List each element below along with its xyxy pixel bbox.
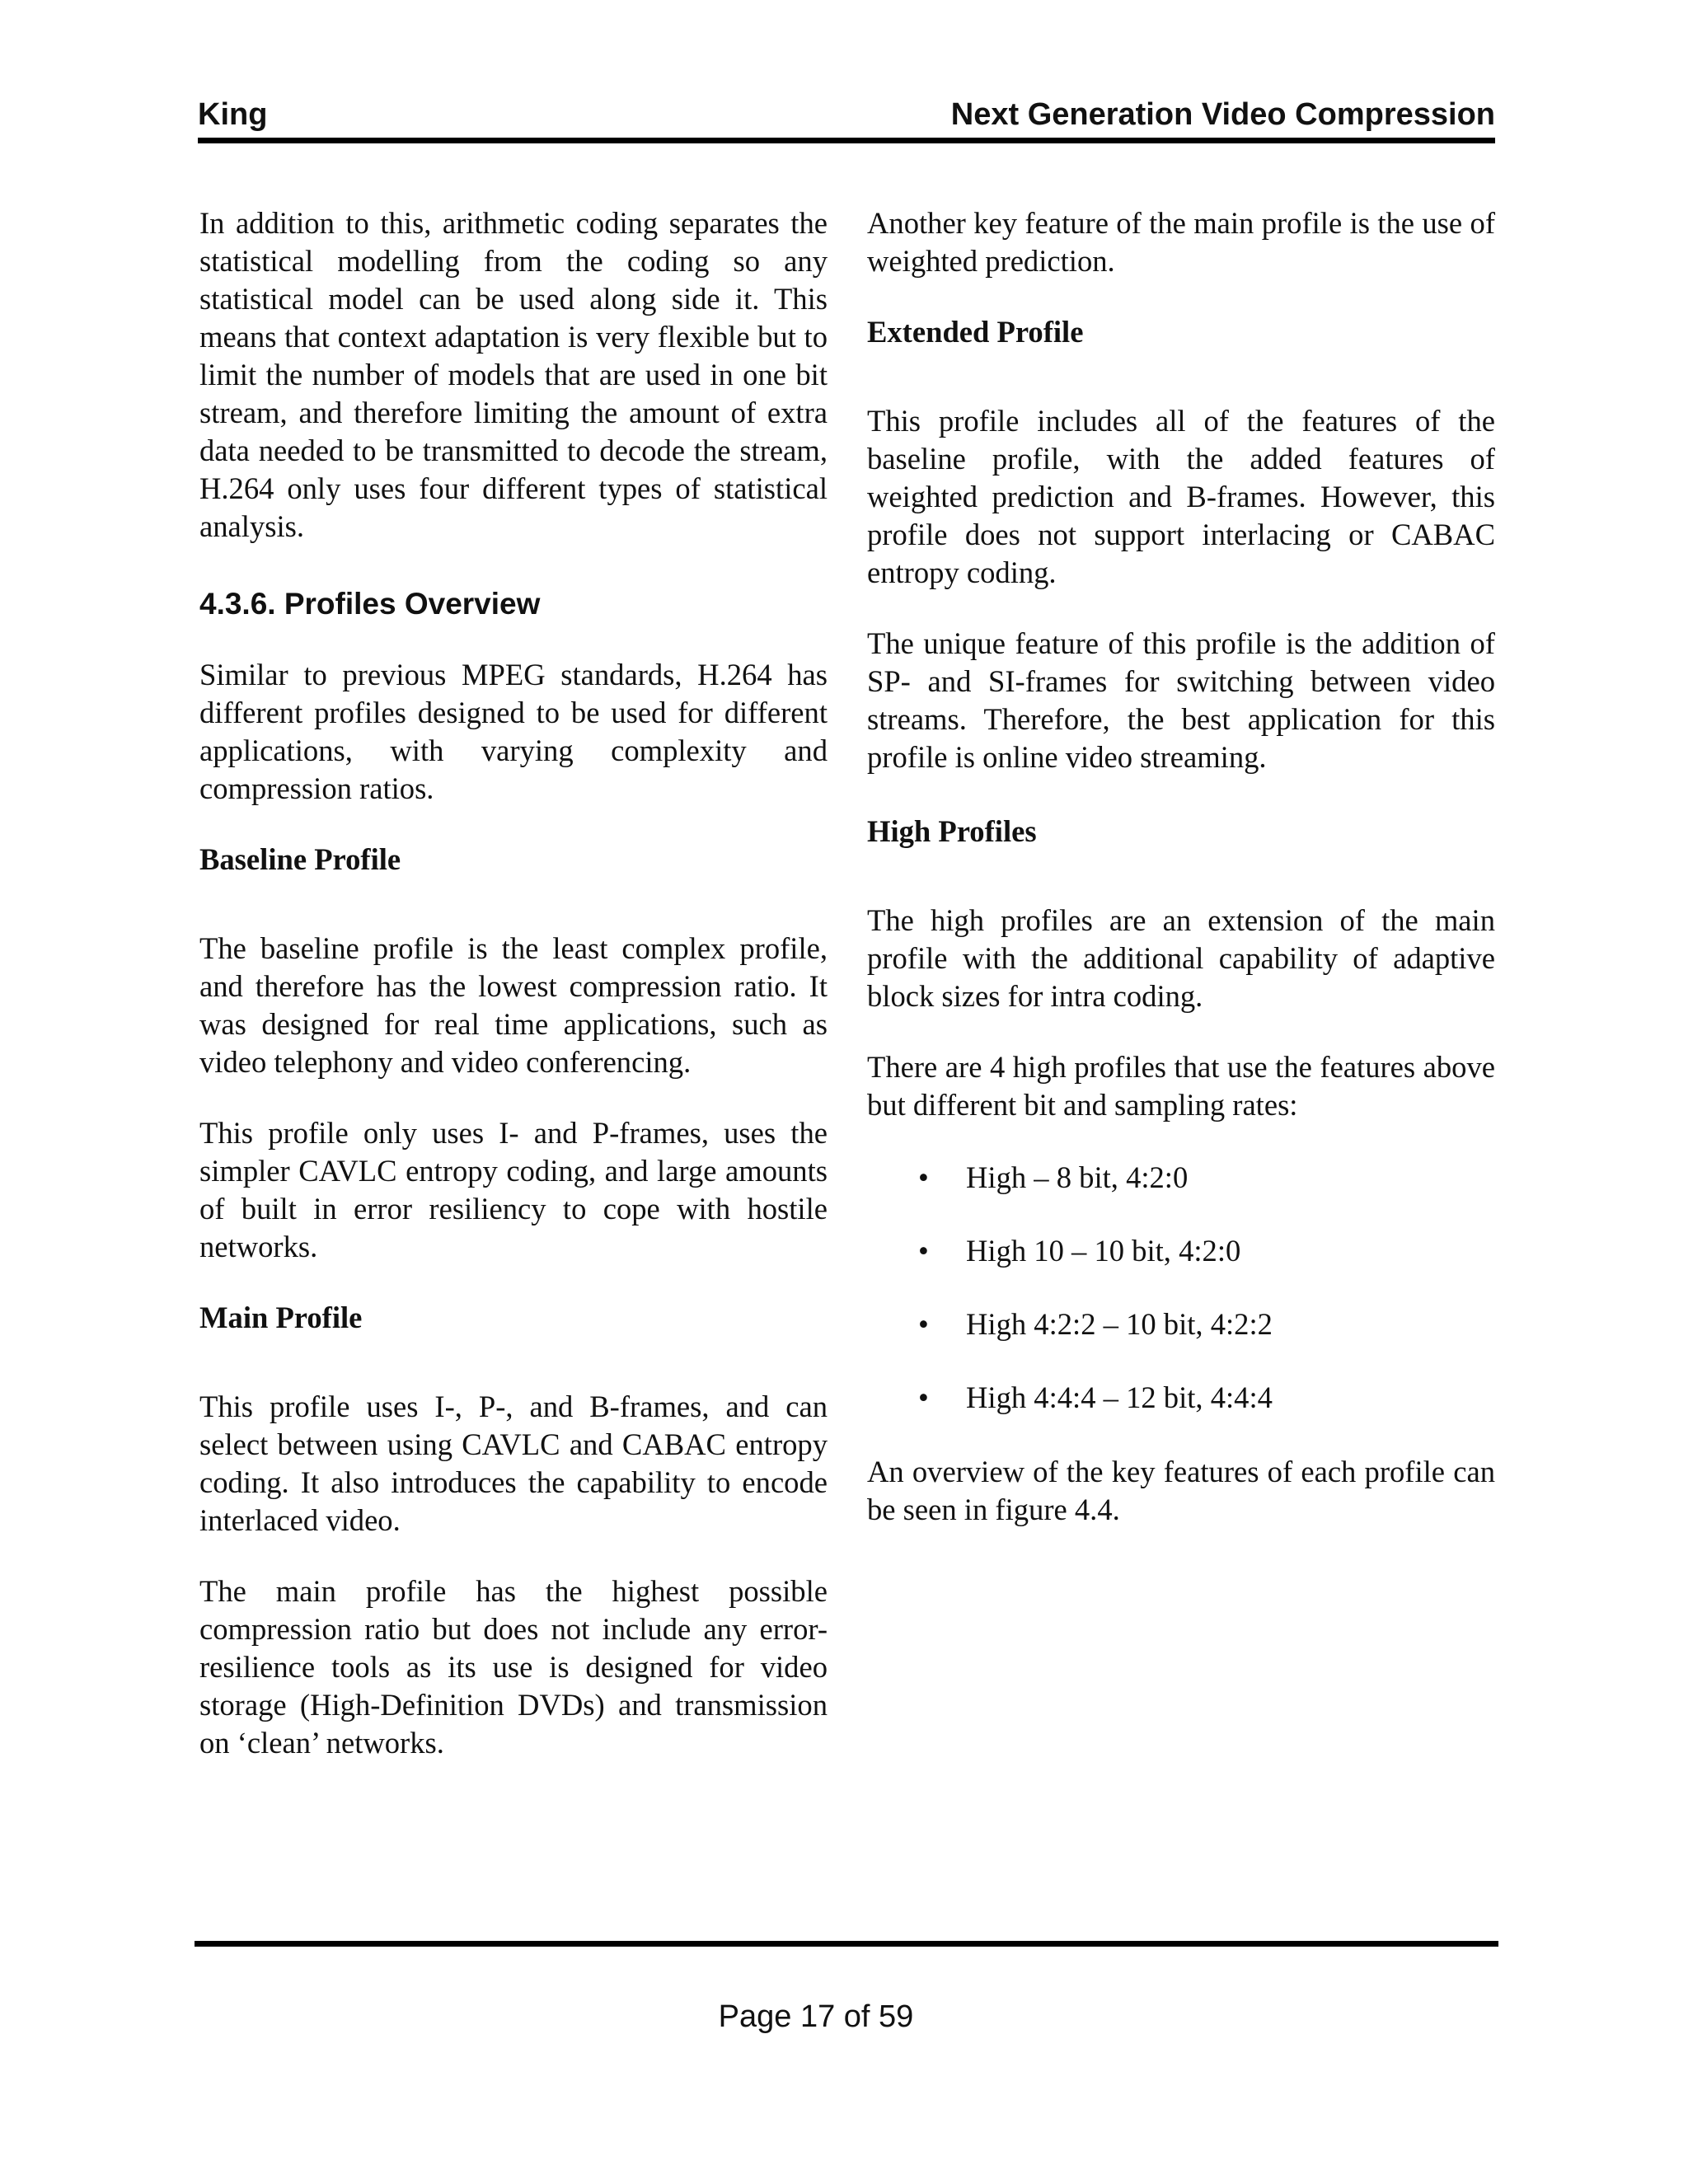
- paragraph: The baseline profile is the least complex profile, and therefore has the lowest compression ratio. It was designed for real time applications, such as video telephony and video conferencing.: [199, 931, 828, 1079]
- footer-rule: [195, 1941, 1498, 1947]
- header-author: King: [198, 97, 268, 132]
- list-item-text: High – 8 bit, 4:2:0: [966, 1160, 1189, 1194]
- high-profiles-list: [867, 1159, 1495, 1417]
- bullet-icon: •: [918, 1380, 929, 1414]
- paragraph: The high profiles are an extension of the main profile with the additional capability of adaptive block sizes for intra coding.: [867, 903, 1495, 1013]
- right-column: [867, 204, 1495, 1529]
- paragraph: In addition to this, arithmetic coding separates the statistical modelling from the coding so any statistical model can be used along side it. This means that context adaptation is very flexible but to limit the number of models that are used in one bit stream, and therefore limiting the amount of extra data needed to be transmitted to decode the stream, H.264 only uses four different types of statistical analysis.: [199, 206, 828, 543]
- bullet-icon: •: [918, 1160, 929, 1194]
- subheading-main-profile: Main Profile: [199, 1301, 363, 1334]
- list-item-text: High 10 – 10 bit, 4:2:0: [966, 1234, 1241, 1268]
- paragraph: This profile uses I-, P-, and B-frames, and can select between using CAVLC and CABAC entropy coding. It also introduces the capability to encode interlaced video.: [199, 1390, 828, 1537]
- header-rule: [198, 138, 1495, 143]
- bullet-icon: •: [918, 1307, 929, 1341]
- list-item: [867, 1305, 1495, 1343]
- list-item-text: High 4:2:2 – 10 bit, 4:2:2: [966, 1307, 1273, 1341]
- paragraph: The unique feature of this profile is the addition of SP- and SI-frames for switching between video streams. Therefore, the best application for this profile is online video streaming.: [867, 626, 1495, 774]
- paragraph: Another key feature of the main profile is the use of weighted prediction.: [867, 206, 1495, 278]
- section-heading: 4.3.6. Profiles Overview: [199, 587, 541, 621]
- subheading-baseline-profile: Baseline Profile: [199, 842, 401, 876]
- paragraph: There are 4 high profiles that use the features above but different bit and sampling rates:: [867, 1050, 1495, 1122]
- subheading-high-profiles: High Profiles: [867, 814, 1037, 848]
- paragraph: Similar to previous MPEG standards, H.264 has different profiles designed to be used for different applications, with varying complexity and compression ratios.: [199, 658, 828, 805]
- page-header: [198, 97, 1495, 142]
- list-item: [867, 1232, 1495, 1270]
- page-number: Page 17 of 59: [718, 1999, 914, 2034]
- paragraph: This profile includes all of the features of the baseline profile, with the added features of weighted prediction and B-frames. However, this profile does not support interlacing or CABAC entropy coding.: [867, 404, 1495, 589]
- list-item-text: High 4:4:4 – 12 bit, 4:4:4: [966, 1380, 1273, 1414]
- list-item: [867, 1379, 1495, 1417]
- bullet-icon: •: [918, 1234, 929, 1268]
- list-item: [867, 1159, 1495, 1197]
- subheading-extended-profile: Extended Profile: [867, 315, 1084, 349]
- paragraph: An overview of the key features of each profile can be seen in figure 4.4.: [867, 1455, 1495, 1526]
- left-column: [199, 204, 828, 1762]
- header-title: Next Generation Video Compression: [950, 97, 1495, 132]
- paragraph: The main profile has the highest possible compression ratio but does not include any error-resilience tools as its use is designed for video storage (High-Definition DVDs) and transmission on ‘clean’ networks.: [199, 1574, 828, 1760]
- paragraph: This profile only uses I- and P-frames, uses the simpler CAVLC entropy coding, and large amounts of built in error resiliency to cope with hostile networks.: [199, 1116, 828, 1263]
